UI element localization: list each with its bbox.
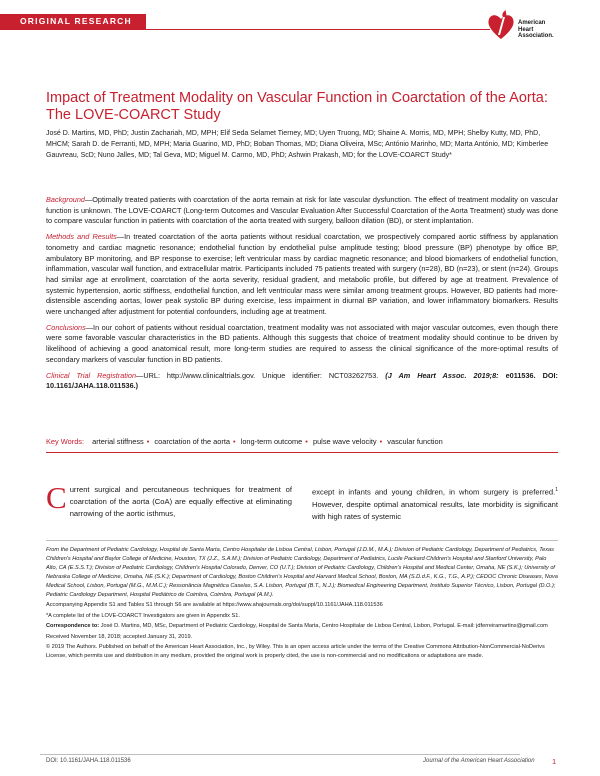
footer-doi[interactable]: DOI: 10.1161/JAHA.118.011536 [46, 758, 131, 764]
dropcap: C [46, 480, 67, 515]
abstract-registration: Clinical Trial Registration—URL: http://www.clinicaltrials.gov. Unique identifier: NCT03262753. (J Am Heart Assoc. 2019;8: e011536. DOI: 10.1161/JAHA.118.011536.) [46, 370, 558, 391]
footnote-rule [46, 540, 558, 541]
body-column-right: except in infants and young children, in whom surgery is preferred.$^1$ However, despite optimal anatomical results, late morbidity is significant with high rates of systemic [312, 487, 558, 521]
supplement-note[interactable]: Accompanying Appendix S1 and Tables S1 through S6 are available at https://www.ahajournals.org/doi/suppl/10.1161/JAHA.118.011536 [46, 602, 383, 609]
abstract-background: Background—Optimally treated patients with coarctation of the aorta remain at risk for late vascular dysfunction. The effect of treatment modality on vascular function is unknown. The LOVE-COARCT (Long-term Outcomes and Vascular Evaluation After Successful Coarctation of the Aorta Treatment) study was done to compare vascular function in patients with coarctation of the aorta treated with surgery, balloon dilation (BD), or stent implantation. [46, 195, 558, 226]
citation-ref[interactable]: 1 [555, 487, 558, 493]
correspondence: Correspondence to: José D. Martins, MD, MSc, Department of Pediatric Cardiology, Hospital de Santa Marta, Centro Hospitalar de Lisboa Central, Lisbon, Portugal. E-mail: jdferreiramartins@gmail.com [46, 623, 548, 630]
affiliations: From the Department of Pediatric Cardiology, Hospital de Santa Marta, Centro Hospitalar de Lisboa Central, Lisbon, Portugal (J.D.M., M.A.); Division of Pediatric Cardiology, Department of Pediatrics, Texas Children's Hospital and Baylor College of Medicine, Houston, TX (J.Z., S.A.M.); Division of Pediatric Cardiology, Department of Pediatrics, Lucile Packard Children's Hospital and Stanford University, Palo Alto, CA (E.S.S.T.); Division of Pediatric Cardiology, Children's Hospital Colorado, Denver, CO (U.T.); Division of Pediatric Cardiology, Children's Hospital and Medical Center, Omaha, NE (S.K.); University of Nebraska College of Medicine, Omaha, NE (S.K.); Department of Cardiology, Boston Children's Hospital and Harvard Medical School, Boston, MA (S.D.d.F., K.G., T.G., A.P.); CEDOC Chronic Diseases, Nova Medical School, Lisbon, Portugal (M.G., M.M.C.); Ressonância Magnética Caselas, S.A. Lisbon, Portugal (B.T., N.J.); Biomedical Engineering Department, Instituto Superior Técnico, Lisbon, Portugal (D.O.); Pediatric Cardiology Department, Hospital Pediátrico de Coimbra, Coimbra, Portugal (A.M.). [46, 547, 558, 598]
keyword-item: long-term outcome [240, 437, 303, 446]
article-title: Impact of Treatment Modality on Vascular Function in Coarctation of the Aorta: The LOVE-COARCT Study [46, 90, 548, 123]
copyright: © 2019 The Authors. Published on behalf of the American Heart Association, Inc., by Wiley. This is an open access article under the terms of the Creative Commons Attribution-NonCommercial-NoDerivs License, which permits use and distribution in any medium, provided the original work is properly cited, the use is non-commercial and no modifications or adaptations are made. [46, 644, 545, 659]
keywords-label: Key Words: [46, 437, 85, 446]
author-list: José D. Martins, MD, PhD; Justin Zachariah, MD, MPH; Elif Seda Selamet Tierney, MD; Uyen Truong, MD; Shaine A. Morris, MD, MPH; Shelby Kutty, MD, PhD, MHCM; Sarah D. de Ferranti, MD, MPH; Maria Guarino, MD, PhD; Boban Thomas, MD; Diana Oliveira, MSc; António Marinho, MD; Marta António, MD; Kimberlee Gauvreau, ScD; Nuno Jalles, MD; Tal Geva, MD; Miguel M. Carmo, MD, PhD; Ashwin Prakash, MD; for the LOVE-COARCT Study* [46, 130, 549, 160]
footer-journal: Journal of the American Heart Association [423, 758, 535, 764]
keyword-item: arterial stiffness [92, 437, 144, 446]
abstract-methods: Methods and Results—In treated coarctation of the aorta patients without residual coarctation, we prospectively compared aortic stiffness by applanation tonometry and cardiac magnetic resonance; endothelial function by endothelial pulse amplitude testing; blood pressure (BP) phenotype by office BP, ambulatory BP monitoring, and BP response to exercise; left ventricular mass by cardiac magnetic resonance; and blood biomarkers of endothelial function, inflammation, vascular wall function, and extracellular matrix. Participants included 75 patients treated with surgery (n=28), BD (n=23), or stent (n=24). Groups had similar age at enrollment, coarctation of the aorta severity, residual gradient, and metabolic profile, but differed by age at treatment. Prevalence of systemic hypertension, aortic stiffness, endothelial function, and left ventricular mass were similar among treatment groups. However, BD patients had more-distensible ascending aortas, lower peak systolic BP during exercise, less impairment in diurnal BP variation, and lower inflammatory biomarkers. Results were unchanged after adjustment for potential confounders, including age at treatment. [46, 232, 558, 317]
aha-logo [484, 8, 554, 46]
keyword-item: vascular function [387, 437, 443, 446]
keywords: Key Words: arterial stiffness • coarctation of the aorta • long-term outcome • pulse wave velocity • vascular function [46, 437, 443, 446]
page-number: 1 [552, 757, 557, 766]
keyword-item: coarctation of the aorta [154, 437, 231, 446]
header-rule [0, 29, 490, 30]
abstract-conclusions: Conclusions—In our cohort of patients without residual coarctation, treatment modality was not associated with major vascular outcomes, even though there were some favorable vascular characteristics in the BD patients. Although this suggests that choice of treatment modality should continue to be driven by likelihood of achieving a good anatomical result, more long-term studies are required to assess the clinical significance of the more-optimal results of secondary markers of vascular function in BD patients. [46, 322, 558, 364]
article-type-tag: ORIGINAL RESEARCH [0, 14, 146, 29]
abstract [46, 195, 558, 397]
logo-wordmark: American Heart Association. [518, 20, 554, 39]
heart-torch-icon [484, 8, 518, 42]
footer-rule [40, 754, 520, 755]
body-column-left: Current surgical and percutaneous techniques for treatment of coarctation of the aorta (CoA) are equally effective at eliminating narrowing of the aortic isthmus, [46, 480, 292, 519]
footnotes [46, 546, 558, 662]
keywords-rule [46, 452, 558, 453]
keyword-item: pulse wave velocity [312, 437, 377, 446]
received-dates: Received November 18, 2018; accepted January 31, 2019. [46, 633, 193, 640]
investigators-note: *A complete list of the LOVE-COARCT Investigators are given in Appendix S1. [46, 612, 240, 619]
